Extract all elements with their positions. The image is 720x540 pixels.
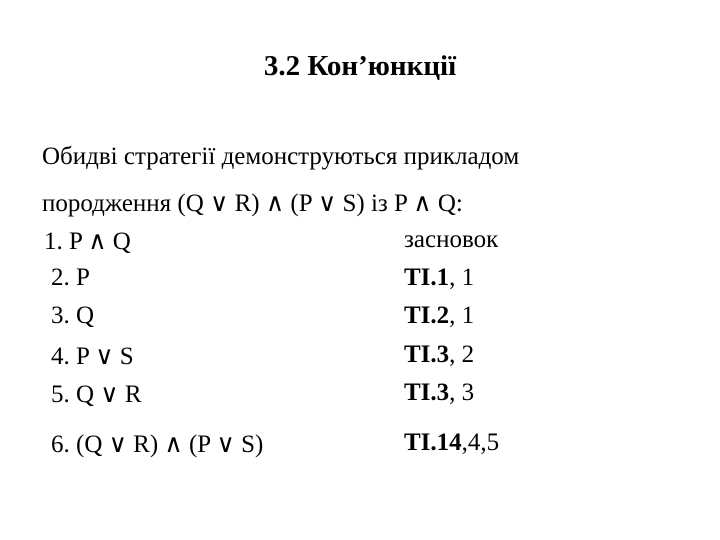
step-refs: , 3 — [449, 379, 475, 406]
step-refs: , 2 — [449, 341, 475, 368]
step-expression: 3. Q — [51, 302, 95, 329]
step-justification — [404, 429, 499, 457]
intro-line-1: Обидві стратегії демонструються прикладом — [42, 143, 520, 170]
proof-step — [0, 302, 720, 342]
step-refs: ,4,5 — [461, 429, 500, 456]
step-expression: 6. (Q ∨ R) ∧ (P ∨ S) — [51, 431, 264, 458]
proof-step — [0, 226, 720, 266]
step-rule: TI.3 — [404, 379, 450, 406]
step-justification — [404, 264, 474, 292]
step-rule: TI.1 — [404, 264, 450, 291]
proof-step — [0, 379, 720, 419]
step-justification — [404, 226, 498, 254]
step-refs: , 1 — [449, 264, 475, 291]
intro-line-2: породження (Q ∨ R) ∧ (P ∨ S) із P ∧ Q: — [42, 190, 463, 217]
proof-step — [0, 341, 720, 381]
proof-step — [0, 264, 720, 304]
step-rule: TI.3 — [404, 341, 450, 368]
step-refs: , 1 — [449, 302, 475, 329]
step-rule: TI.2 — [404, 302, 450, 329]
step-justification — [404, 379, 474, 407]
step-rule: засновок — [404, 226, 499, 253]
slide-title: 3.2 Кон’юнкції — [263, 50, 457, 82]
step-expression: 4. P ∨ S — [51, 343, 134, 370]
step-justification — [404, 302, 474, 330]
step-expression: 5. Q ∨ R — [51, 381, 142, 408]
step-expression: 2. P — [51, 264, 90, 291]
step-expression: 1. P ∧ Q — [44, 228, 131, 255]
proof-step — [0, 429, 720, 469]
step-rule: TI.14 — [404, 429, 462, 456]
step-justification — [404, 341, 474, 369]
